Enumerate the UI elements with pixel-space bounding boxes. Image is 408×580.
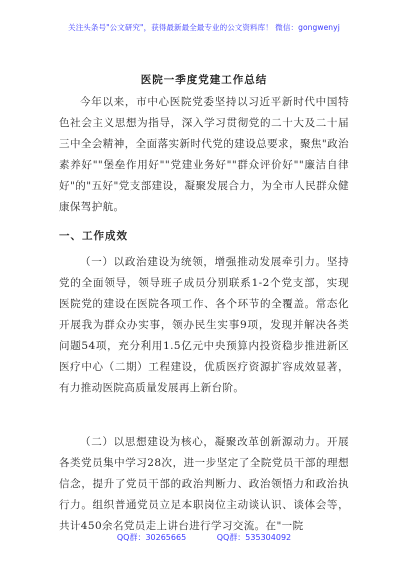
paragraph-ideological-building: （二）以思想建设为核心，凝聚改革创新源动力。开展各类党员集中学习28次，进一步坚定了全院党员干部的理想信念，提升了党员干部的政治判断力、政治领悟力和政治执行力。组织普通党员立足本职岗位主动谈认识、谈体会等，共计450余名党员走上讲台进行学习交流。在"一院 — [59, 436, 349, 532]
intro-paragraph: 今年以来，市中心医院党委坚持以习近平新时代中国特色社会主义思想为指导，深入学习贯彻党的二十大及二十届三中全会精神，全面落实新时代党的建设总要求，聚焦"政治素养好""堡垒作用好""党建业务好""群众评价好""廉洁自律好"的"五好"党支部建设，凝聚发展合力，为全市人民群众健康保驾护航。 — [59, 96, 349, 213]
header-banner: 关注头条号"公文研究"，获得最新最全最专业的公文资料库！ 微信：gongwenyj — [68, 23, 340, 32]
paragraph-political-building: （一）以政治建设为统领，增强推动发展牵引力。坚持党的全面领导，领导班子成员分别联系1-2个党支部，实现医院党的建设在医院各项工作、各个环节的全覆盖。常态化开展我为群众办实事，领办民生实事9项，发现并解决各类问题54项，充分利用1.5亿元中央预算内投资稳步推进新区医疗中心（二期）工程建设，优质医疗资源扩容成效显著，有力推动医院高质量发展再上新台阶。 — [59, 256, 349, 394]
document-title: 医院一季度党建工作总结 — [140, 74, 268, 86]
section-heading-achievements: 一、工作成效 — [59, 230, 128, 242]
footer-qq-group-1: QQ群：30265665 — [116, 533, 187, 542]
footer-qq-group-2: QQ群：535304092 — [216, 533, 292, 542]
footer-bar — [0, 532, 408, 543]
